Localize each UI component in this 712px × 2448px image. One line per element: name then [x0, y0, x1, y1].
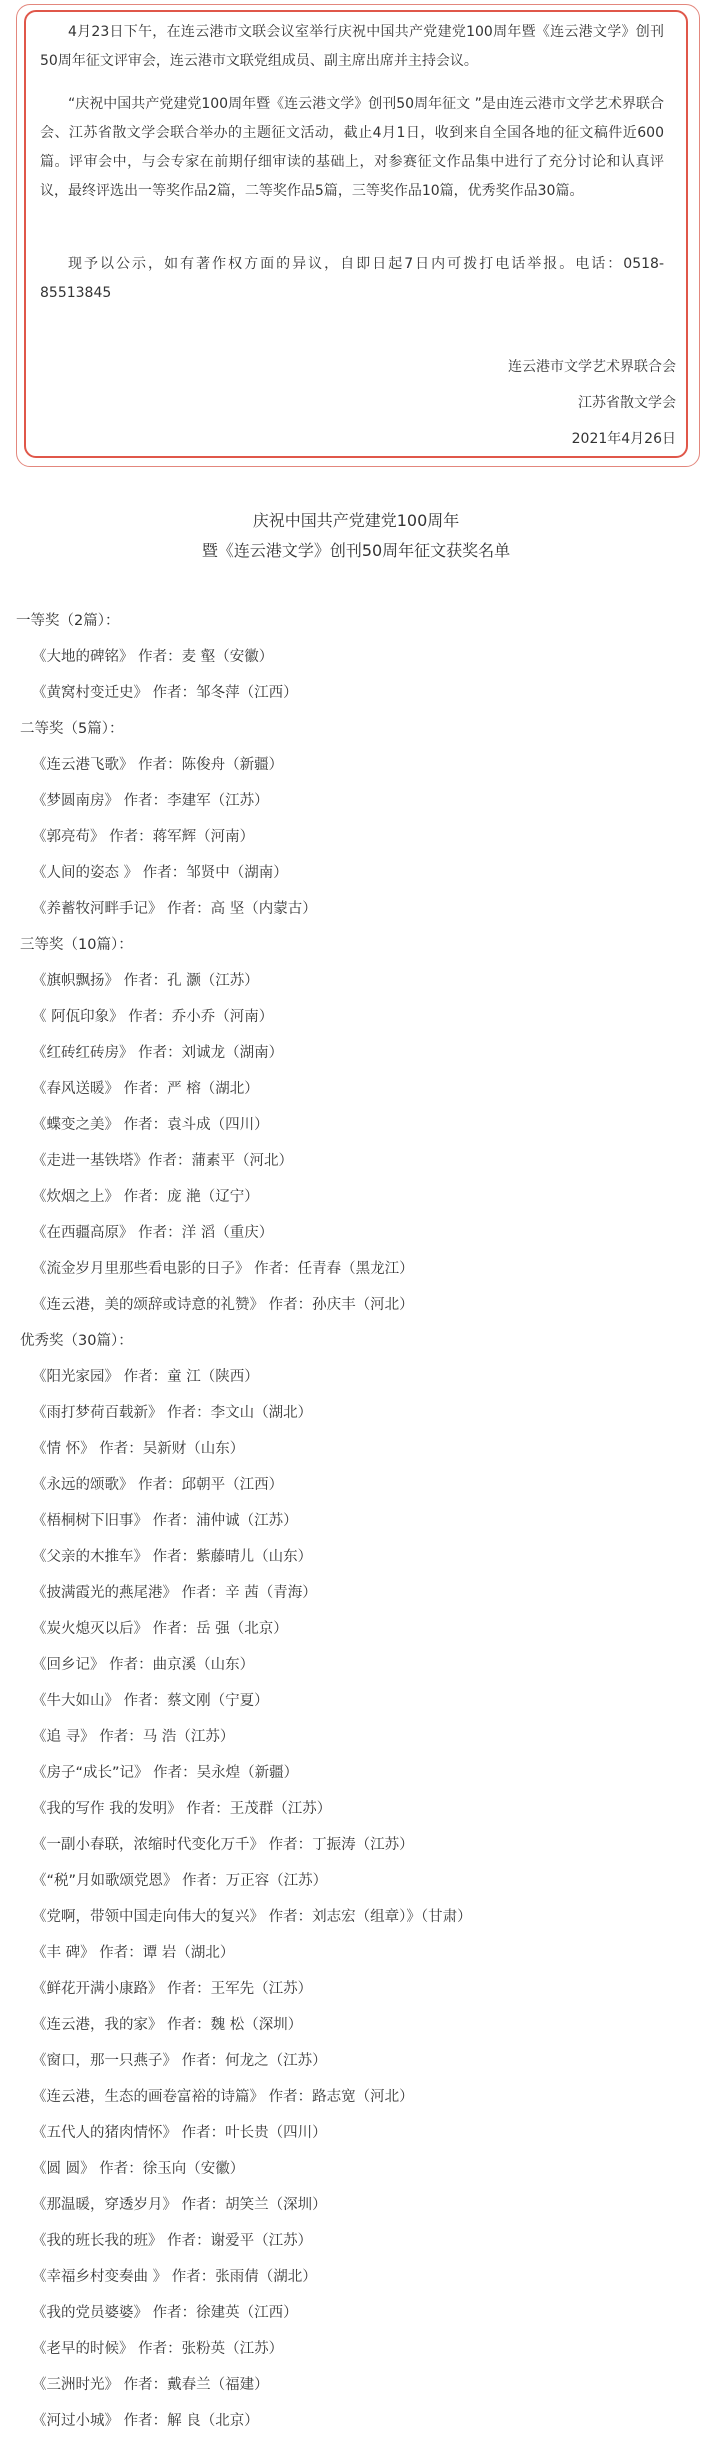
list-item: 《一副小春联，浓缩时代变化万千》 作者：丁振涛（江苏） [32, 1837, 414, 1853]
list-item: 《 阿佤印象》 作者：乔小乔（河南） [32, 1009, 274, 1025]
list-item: 《黄窝村变迁史》 作者：邹冬萍（江西） [32, 685, 298, 701]
list-item: 《回乡记》 作者：曲京溪（山东） [32, 1657, 255, 1673]
list-item: 《永远的颂歌》 作者：邱朝平（江西） [32, 1477, 284, 1493]
list-item: 《连云港，我的家》 作者：魏 松（深圳） [32, 2017, 303, 2033]
list-item: 《房子“成长”记》 作者：吴永煌（新疆） [32, 1765, 299, 1781]
list-item: 《披满霞光的燕尾港》 作者：辛 茜（青海） [32, 1585, 317, 1601]
list-item: 《走进一基铁塔》作者：蒲素平（河北） [32, 1153, 293, 1169]
list-item: 《五代人的猪肉情怀》 作者：叶长贵（四川） [32, 2125, 327, 2141]
list-item: 《蝶变之美》 作者：袁斗成（四川） [32, 1117, 269, 1133]
first-prize-heading: 一等奖（2篇）： [16, 613, 120, 629]
list-item: 《梧桐树下旧事》 作者：浦仲诚（江苏） [32, 1513, 298, 1529]
list-item: 《流金岁月里那些看电影的日子》 作者：任青春（黑龙江） [32, 1261, 414, 1277]
list-item: 《雨打梦荷百载新》 作者：李文山（湖北） [32, 1405, 313, 1421]
list-item: 《窗口，那一只燕子》 作者：何龙之（江苏） [32, 2053, 327, 2069]
third-prize-heading: 三等奖（10篇）： [20, 937, 133, 953]
notice-signature-federation: 连云港市文学艺术界联合会 [508, 359, 676, 375]
list-item: 《养蓄牧河畔手记》 作者：高 坚（内蒙古） [32, 901, 317, 917]
list-item: 《那温暖，穿透岁月》 作者：胡笑兰（深圳） [32, 2197, 327, 2213]
list-item: 《河过小城》 作者：解 良（北京） [32, 2413, 259, 2429]
notice-paragraph-1: 4月23日下午，在连云港市文联会议室举行庆祝中国共产党建党100周年暨《连云港文学》创刊50周年征文评审会，连云港市文联党组成员、副主席出席并主持会议。 [40, 24, 664, 69]
list-item: 《郭亮苟》 作者：蒋军辉（河南） [32, 829, 255, 845]
list-title-line-1: 庆祝中国共产党建党100周年 [252, 511, 460, 530]
list-item: 《我的班长我的班》 作者：谢爱平（江苏） [32, 2233, 313, 2249]
list-title-line-2: 暨《连云港文学》创刊50周年征文获奖名单 [201, 541, 511, 560]
list-item: 《父亲的木推车》 作者：紫藤晴儿（山东） [32, 1549, 313, 1565]
list-item: 《我的写作 我的发明》 作者：王茂群（江苏） [32, 1801, 332, 1817]
notice-paragraph-3: 现予以公示，如有著作权方面的异议，自即日起7日内可拨打电话举报。电话：0518-85513845 [40, 256, 664, 301]
list-item: 《我的党员婆婆》 作者：徐建英（江西） [32, 2305, 298, 2321]
list-item: 《丰 碑》 作者：谭 岩（湖北） [32, 1945, 235, 1961]
list-item: 《炭火熄灭以后》 作者：岳 强（北京） [32, 1621, 288, 1637]
list-item: 《阳光家园》 作者：童 江（陕西） [32, 1369, 259, 1385]
list-item: 《在西疆高原》 作者：洋 滔（重庆） [32, 1225, 274, 1241]
list-item: 《党啊，带领中国走向伟大的复兴》 作者：刘志宏（组章）》（甘肃） [32, 1909, 472, 1925]
list-item: 《追 寻》 作者：马 浩（江苏） [32, 1729, 235, 1745]
list-item: 《春风送暖》 作者：严 榕（湖北） [32, 1081, 259, 1097]
notice-signature-society: 江苏省散文学会 [578, 395, 676, 411]
list-item: 《梦圆南房》 作者：李建军（江苏） [32, 793, 269, 809]
list-item: 《鲜花开满小康路》 作者：王军先（江苏） [32, 1981, 313, 1997]
list-item: 《三洲时光》 作者：戴春兰（福建） [32, 2377, 269, 2393]
list-item: 《红砖红砖房》 作者：刘诚龙（湖南） [32, 1045, 284, 1061]
list-item: 《旗帜飘扬》 作者：孔 灏（江苏） [32, 973, 259, 989]
list-item: 《情 怀》 作者：吴新财（山东） [32, 1441, 245, 1457]
notice-date: 2021年4月26日 [571, 431, 676, 447]
list-item: 《连云港，生态的画卷富裕的诗篇》 作者：路志宽（河北） [32, 2089, 414, 2105]
list-item: 《牛大如山》 作者：蔡文刚（宁夏） [32, 1693, 269, 1709]
list-item: 《“税”月如歌颂党恩》 作者：万正容（江苏） [32, 1873, 328, 1889]
list-item: 《圆 圆》 作者：徐玉向（安徽） [32, 2161, 245, 2177]
list-item: 《炊烟之上》 作者：庞 滟（辽宁） [32, 1189, 259, 1205]
list-item: 《人间的姿态 》 作者：邹贤中（湖南） [32, 865, 288, 881]
notice-paragraph-2: “庆祝中国共产党建党100周年暨《连云港文学》创刊50周年征文 ”是由连云港市文学艺术界联合会、江苏省散文学会联合举办的主题征文活动，截止4月1日，收到来自全国各地的征文稿件近600篇。评审会中，与会专家在前期仔细审读的基础上，对参赛征文作品集中进行了充分讨论和认真评议，最终评选出一等奖作品2篇，二等奖作品5篇，三等奖作品10篇，优秀奖作品30篇。 [40, 96, 664, 199]
list-item: 《大地的碑铭》 作者：麦 壑（安徽） [32, 649, 274, 665]
list-item: 《幸福乡村变奏曲 》 作者：张雨倩（湖北） [32, 2269, 317, 2285]
list-item: 《连云港，美的颂辞或诗意的礼赞》 作者：孙庆丰（河北） [32, 1297, 414, 1313]
list-item: 《老早的时候》 作者：张粉英（江苏） [32, 2341, 284, 2357]
second-prize-heading: 二等奖（5篇）： [20, 721, 124, 737]
list-item: 《连云港飞歌》 作者：陈俊舟（新疆） [32, 757, 284, 773]
excellent-prize-heading: 优秀奖（30篇）： [20, 1333, 133, 1349]
